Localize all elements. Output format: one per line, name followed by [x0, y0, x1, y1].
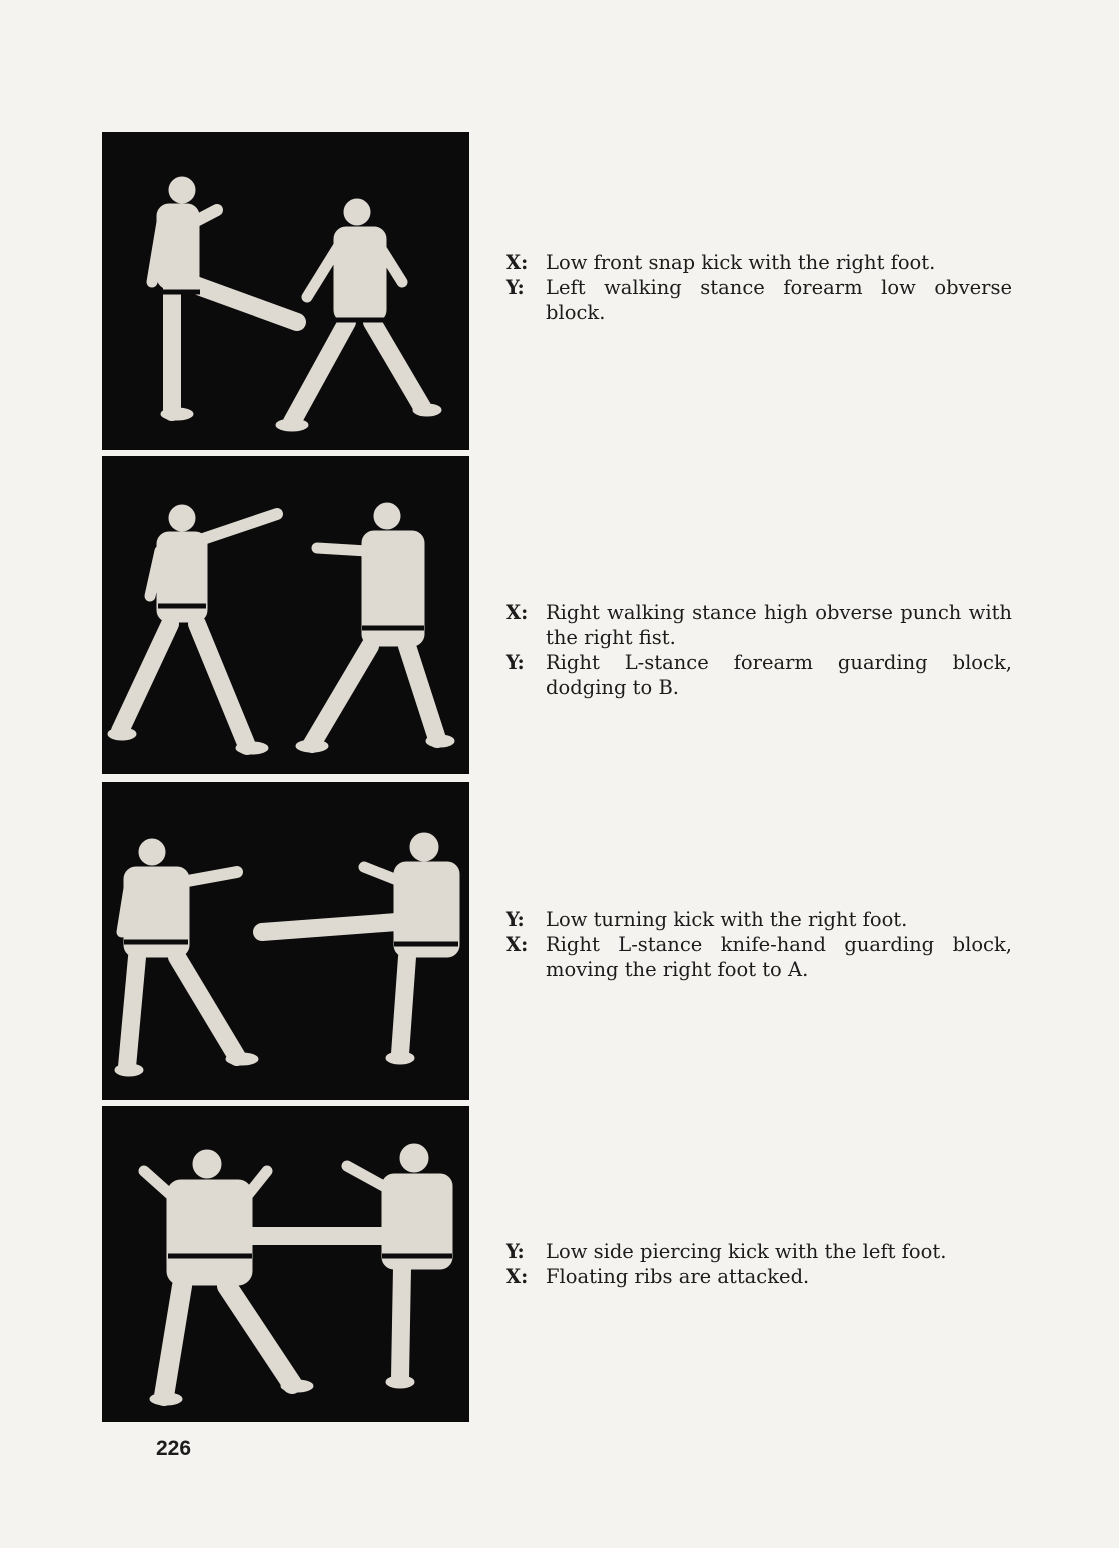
caption-text: Low side piercing kick with the left foot.: [546, 1240, 947, 1263]
speaker-label: X:: [506, 251, 529, 274]
caption-text: Right L-stance knife-hand guarding block, moving the right foot to A.: [546, 933, 1012, 981]
caption-line: [506, 650, 1012, 700]
caption-line: [506, 600, 1012, 650]
photo-front-snap-kick: [102, 132, 469, 450]
photo-low-turning-kick: [102, 782, 469, 1100]
speaker-label: X:: [506, 1265, 529, 1288]
photo-low-side-piercing-kick: [102, 1106, 469, 1422]
speaker-label: X:: [506, 601, 529, 624]
caption-line: [506, 907, 1012, 932]
photo-3-illustration: [102, 782, 469, 1100]
caption-line: [506, 275, 1012, 325]
caption-text: Left walking stance forearm low obverse block.: [546, 276, 1012, 324]
photo-2-illustration: [102, 456, 469, 774]
caption-text: Right walking stance high obverse punch with the right fist.: [546, 601, 1012, 649]
caption-text: Low turning kick with the right foot.: [546, 908, 908, 931]
caption-text: Low front snap kick with the right foot.: [546, 251, 936, 274]
caption-text: Right L-stance forearm guarding block, dodging to B.: [546, 651, 1012, 699]
caption-line: [506, 250, 1012, 275]
caption-line: [506, 1239, 1012, 1264]
speaker-label: X:: [506, 933, 529, 956]
caption-text: Floating ribs are attacked.: [546, 1265, 810, 1288]
caption-3: [506, 907, 1012, 982]
speaker-label: Y:: [506, 651, 525, 674]
caption-2: [506, 600, 1012, 700]
caption-4: [506, 1239, 1012, 1289]
photo-4-illustration: [102, 1106, 469, 1422]
caption-line: [506, 932, 1012, 982]
caption-line: [506, 1264, 1012, 1289]
page-number: 226: [156, 1437, 192, 1460]
speaker-label: Y:: [506, 1240, 525, 1263]
photo-1-illustration: [102, 132, 469, 450]
speaker-label: Y:: [506, 276, 525, 299]
photo-high-obverse-punch: [102, 456, 469, 774]
speaker-label: Y:: [506, 908, 525, 931]
caption-1: [506, 250, 1012, 325]
